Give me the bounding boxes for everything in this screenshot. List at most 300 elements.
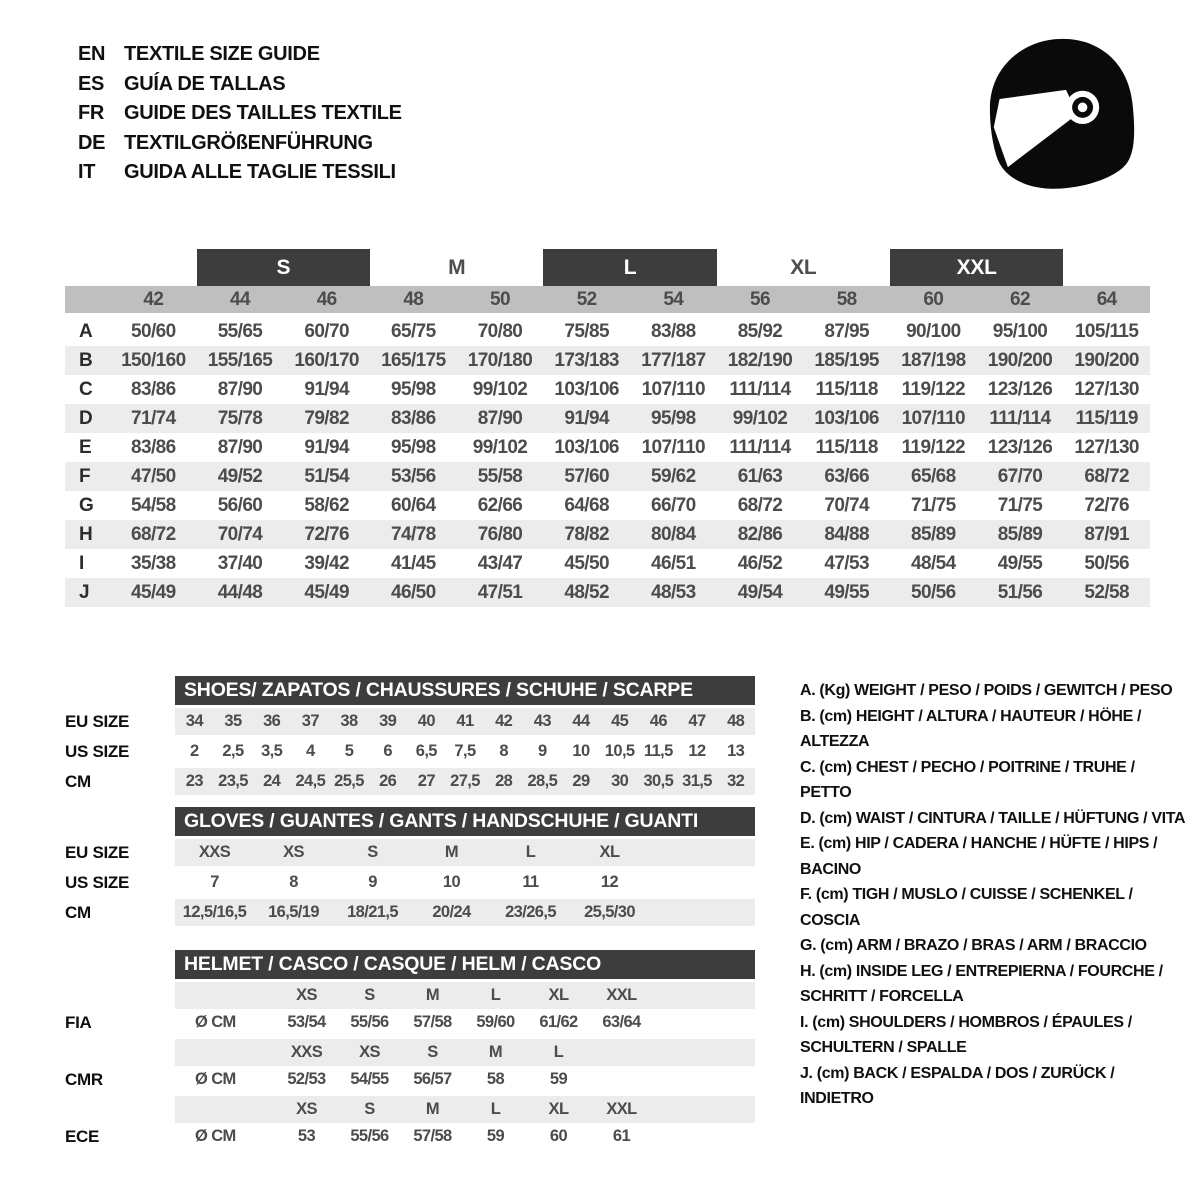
gloves-value-cell: 18/21,5 [347,903,398,921]
shoes-value-cell: 26 [379,772,397,790]
size-value-cell: 48/54 [911,552,956,574]
language-code: ES [78,72,105,95]
gloves-band [175,839,755,866]
size-value-cell: 51/54 [304,465,349,487]
size-value-cell: 95/100 [992,320,1048,342]
size-value-cell: 107/110 [641,378,706,400]
size-value-cell: 75/78 [217,407,263,429]
accessory-size-tables [65,676,755,1150]
helmet-table [65,982,755,1150]
numeric-size-cell: 52 [576,288,597,310]
shoes-row [65,708,755,735]
legend-item: E. (cm) HIP / CADERA / HANCHE / HÜFTE / HIPS / BACINO [800,835,1158,878]
numeric-size-cell: 46 [316,288,337,310]
size-value-cell: 119/122 [901,436,966,458]
size-value-cell: 52/58 [1084,581,1129,603]
row-label: G [79,494,94,516]
language-row [78,158,402,188]
helmet-sizes-row [65,982,755,1009]
size-value-cell: 50/56 [911,581,956,603]
shoes-value-cell: 46 [649,712,667,730]
diameter-spacer [175,1039,275,1066]
numeric-size-cell: 64 [1096,288,1117,310]
size-value-cell: 66/70 [651,494,696,516]
legend-item: I. (cm) SHOULDERS / HOMBROS / ÉPAULES / SCHULTERN / SPALLE [800,1013,1132,1056]
shoes-value-cell: 5 [344,742,354,760]
size-value-cell: 51/56 [997,581,1043,603]
size-value-cell: 107/110 [901,407,966,429]
table-row [65,520,1150,549]
helmet-values-band [175,1009,755,1036]
helmet-value-cell: 60 [549,1127,568,1145]
size-value-cell: 123/126 [987,436,1053,458]
shoes-value-cell: 31,5 [682,772,712,790]
size-value-cell: 60/64 [391,494,436,516]
helmet-value-cell: 53 [297,1127,316,1145]
size-value-cell: 76/80 [477,523,523,545]
helmet-size-cell: M [425,1100,440,1118]
size-value-cell: 99/102 [472,378,528,400]
helmet-value-cell: 57/58 [413,1013,452,1031]
shoes-value-cell: 2 [190,742,199,760]
table-row [65,433,1150,462]
size-value-cell: 185/195 [814,349,879,371]
size-value-cell: 47/51 [477,581,523,603]
size-value-cell: 182/190 [727,349,793,371]
size-value-cell: 99/102 [472,436,528,458]
size-value-cell: 72/76 [304,523,349,545]
gloves-value-cell: 25,5/30 [584,903,635,921]
size-value-cell: 90/100 [906,320,961,342]
helmet-value-cell: 59 [486,1127,505,1145]
helmet-size-cell: L [553,1043,564,1061]
size-value-cell: 83/86 [131,436,176,458]
size-value-cell: 85/92 [737,320,783,342]
size-value-cell: 91/94 [564,407,609,429]
legend-item: H. (cm) INSIDE LEG / ENTREPIERNA / FOURCHE / SCHRITT / FORCELLA [800,962,1163,1005]
diameter-label: Ø CM [195,1070,236,1088]
gloves-section-title: GLOVES / GUANTES / GANTS / HANDSCHUHE / GUANTI [175,807,755,836]
gloves-value-cell: 9 [368,873,377,891]
helmet-sizes-band [175,982,755,1009]
size-value-cell: 83/86 [391,407,436,429]
shoes-value-cell: 30 [611,772,629,790]
helmet-value-cell: 61 [612,1127,631,1145]
row-label: I [79,552,85,574]
shoes-value-cell: 7,5 [454,742,476,760]
size-value-cell: 54/58 [131,494,176,516]
size-value-cell: 37/40 [217,552,263,574]
size-value-cell: 50/56 [1084,552,1129,574]
helmet-value-cell: 55/56 [350,1127,389,1145]
table-row [65,491,1150,520]
language-row [78,129,402,159]
size-group-box: L [543,249,716,286]
gloves-band [175,869,755,896]
size-value-cell: 173/183 [554,349,619,371]
row-label: H [79,523,93,545]
size-value-cell: 150/160 [121,349,186,371]
row-label-spacer [65,1096,175,1123]
size-value-cell: 63/66 [824,465,869,487]
size-value-cell: 45/49 [131,581,176,603]
size-value-cell: 72/76 [1084,494,1129,516]
size-value-cell: 67/70 [997,465,1043,487]
shoes-value-cell: 29 [572,772,590,790]
gloves-value-cell: 10 [442,873,461,891]
shoes-value-cell: 13 [727,742,745,760]
numeric-size-cell: 62 [1010,288,1030,310]
size-value-cell: 91/94 [304,378,349,400]
helmet-size-cell: S [427,1043,438,1061]
size-value-cell: 187/198 [901,349,966,371]
shoes-value-cell: 38 [340,712,358,730]
shoes-value-cell: 3,5 [261,742,283,760]
size-value-cell: 55/58 [477,465,523,487]
helmet-value-cell: 55/56 [350,1013,389,1031]
shoes-value-cell: 25,5 [334,772,364,790]
size-value-cell: 48/52 [564,581,609,603]
size-value-cell: 127/130 [1074,378,1139,400]
shoes-value-cell: 34 [185,712,203,730]
helmet-value-cell: 59/60 [476,1013,515,1031]
size-value-cell: 82/86 [737,523,783,545]
size-value-cell: 60/70 [304,320,349,342]
helmet-values-band [175,1123,755,1150]
row-label: D [79,407,93,429]
diameter-spacer [175,982,275,1009]
size-value-cell: 49/54 [737,581,783,603]
size-value-cell: 115/118 [815,436,878,458]
shoes-value-cell: 24,5 [295,772,326,790]
guide-title: TEXTILE SIZE GUIDE [124,43,320,65]
shoes-value-cell: 36 [263,712,281,730]
language-row [78,70,402,100]
row-label: F [79,465,91,487]
size-value-cell: 91/94 [304,436,349,458]
size-value-cell: 87/95 [824,320,869,342]
size-value-cell: 70/80 [477,320,523,342]
shoes-value-cell: 23 [185,772,203,790]
size-value-cell: 160/170 [294,349,359,371]
gloves-value-cell: S [367,843,378,861]
size-value-cell: 95/98 [391,436,436,458]
shoes-value-cell: 40 [417,712,435,730]
size-value-cell: 59/62 [651,465,696,487]
guide-title: GUIDA ALLE TAGLIE TESSILI [124,161,396,183]
shoes-value-cell: 4 [306,742,315,760]
language-title-list [78,40,402,188]
numeric-size-cell: 44 [230,288,250,310]
helmet-size-cell: M [425,986,440,1004]
size-value-cell: 107/110 [641,436,706,458]
size-value-cell: 95/98 [651,407,696,429]
size-value-cell: 87/90 [217,378,263,400]
size-value-cell: 47/53 [824,552,869,574]
size-value-cell: 84/88 [824,523,869,545]
shoes-row [65,738,755,765]
size-value-cell: 87/90 [477,407,523,429]
letter-size-header-row [65,249,1150,286]
helmet-size-cell: XS [296,1100,317,1118]
size-value-cell: 41/45 [391,552,436,574]
language-row [78,40,402,70]
shoes-value-cell: 28,5 [527,772,558,790]
size-value-cell: 85/89 [997,523,1043,545]
size-value-cell: 177/187 [641,349,706,371]
racing-helmet-icon [978,28,1144,200]
row-label: EU SIZE [65,711,130,731]
gloves-row [65,839,755,866]
standard-label: CMR [65,1069,103,1089]
legend-item: G. (cm) ARM / BRAZO / BRAS / ARM / BRACCIO [800,937,1147,954]
size-value-cell: 45/50 [564,552,609,574]
size-value-cell: 55/65 [217,320,263,342]
shoes-value-cell: 24 [263,772,281,790]
gloves-row [65,869,755,896]
size-value-cell: 95/98 [391,378,436,400]
legend-item: B. (cm) HEIGHT / ALTURA / HAUTEUR / HÖHE / ALTEZZA [800,707,1142,750]
numeric-size-cell: 42 [143,288,164,310]
gloves-table [65,839,755,926]
size-value-cell: 75/85 [564,320,609,342]
helmet-value-cell: 56/57 [413,1070,452,1088]
shoes-value-cell: 2,5 [222,742,244,760]
shoes-value-cell: 43 [533,712,551,730]
helmet-value-cell: 58 [486,1070,505,1088]
table-row [65,375,1150,404]
helmet-size-cell: XS [296,986,317,1004]
size-value-cell: 58/62 [304,494,349,516]
shoes-value-cell: 39 [379,712,397,730]
shoes-value-cell: 37 [301,712,319,730]
size-value-cell: 68/72 [131,523,176,545]
size-value-cell: 64/68 [564,494,609,516]
shoes-row [65,768,755,795]
shoes-value-cell: 32 [727,772,745,790]
shoes-value-cell: 47 [688,712,706,730]
size-value-cell: 53/56 [391,465,436,487]
shoes-value-cell: 10,5 [604,742,635,760]
language-code: DE [78,131,106,154]
gloves-value-cell: 7 [210,873,219,891]
shoes-value-cell: 44 [572,712,590,730]
shoes-value-cell: 42 [495,712,513,730]
shoes-value-cell: 27,5 [450,772,480,790]
size-value-cell: 190/200 [1074,349,1139,371]
helmet-value-cell: 63/64 [602,1013,641,1031]
helmet-sizes-row [65,1039,755,1066]
size-value-cell: 65/68 [911,465,956,487]
helmet-value-cell: 54/55 [350,1070,389,1088]
helmet-size-cell: XS [359,1043,380,1061]
measurement-legend [800,678,1190,1112]
gloves-value-cell: 11 [522,873,539,891]
size-value-cell: 50/60 [131,320,176,342]
size-value-cell: 111/114 [989,407,1051,429]
shoes-value-cell: 8 [499,742,508,760]
size-value-cell: 71/74 [131,407,176,429]
legend-item: F. (cm) TIGH / MUSLO / CUISSE / SCHENKEL / COSCIA [800,886,1133,929]
gloves-value-cell: L [525,843,536,861]
helmet-size-cell: XL [548,986,569,1004]
size-value-cell: 70/74 [824,494,869,516]
table-row [65,346,1150,375]
shoes-value-cell: 23,5 [218,772,248,790]
shoes-value-cell: 30,5 [643,772,674,790]
size-value-cell: 127/130 [1074,436,1139,458]
helmet-sizes-row [65,1096,755,1123]
table-row [65,317,1150,346]
size-value-cell: 49/55 [997,552,1043,574]
row-label: CM [65,771,91,791]
gloves-value-cell: XL [599,843,620,861]
shoes-value-cell: 6,5 [415,742,437,760]
language-code: EN [78,43,106,65]
size-value-cell: 61/63 [737,465,783,487]
row-label-spacer [65,982,175,1009]
row-label: US SIZE [65,741,130,761]
table-row [65,404,1150,433]
size-value-cell: 103/106 [554,436,619,458]
shoes-value-cell: 10 [572,742,590,760]
size-value-cell: 103/106 [814,407,879,429]
size-value-cell: 39/42 [304,552,349,574]
language-code: FR [78,102,105,124]
helmet-values-row [65,1009,755,1036]
guide-title: TEXTILGRÖßENFÜHRUNG [124,131,373,154]
numeric-size-cell: 50 [490,288,510,310]
numeric-size-cell: 60 [923,288,944,310]
helmet-values-row [65,1066,755,1093]
size-value-cell: 83/88 [651,320,696,342]
size-value-cell: 87/91 [1084,523,1129,545]
numeric-size-cell: 48 [403,288,424,310]
helmet-value-cell: 59 [549,1070,568,1088]
size-value-cell: 56/60 [217,494,263,516]
row-label: EU SIZE [65,842,130,862]
shoes-value-cell: 28 [495,772,513,790]
helmet-size-cell: S [364,1100,375,1118]
helmet-value-cell: 53/54 [287,1013,326,1031]
helmet-values-band [175,1066,755,1093]
size-value-cell: 79/82 [304,407,349,429]
size-value-cell: 87/90 [217,436,263,458]
numeric-size-cell: 54 [663,288,684,310]
size-value-cell: 115/119 [1075,407,1138,429]
shoes-band [175,708,755,735]
gloves-value-cell: XXS [198,843,231,861]
language-code: IT [78,161,96,183]
size-value-cell: 46/52 [737,552,783,574]
table-row [65,578,1150,607]
numeric-size-cell: 58 [836,288,857,310]
helmet-sizes-band [175,1039,755,1066]
row-label: A [79,320,93,342]
size-value-cell: 47/50 [131,465,176,487]
size-value-cell: 65/75 [391,320,436,342]
row-label: B [79,349,93,371]
helmet-size-cell: L [490,986,501,1004]
shoes-value-cell: 11,5 [643,742,673,760]
standard-label: FIA [65,1012,92,1032]
helmet-size-cell: L [490,1100,501,1118]
guide-title: GUÍA DE TALLAS [124,72,286,95]
measurement-rows [65,317,1150,607]
size-value-cell: 71/75 [911,494,956,516]
shoes-band [175,768,755,795]
size-value-cell: 49/52 [217,465,263,487]
helmet-size-cell: XXL [606,1100,637,1118]
size-value-cell: 70/74 [217,523,263,545]
numeric-size-bar [65,286,1150,313]
language-row [78,99,402,129]
helmet-value-cell: 57/58 [413,1127,452,1145]
size-value-cell: 35/38 [131,552,176,574]
shoes-value-cell: 12 [688,742,706,760]
shoes-value-cell: 9 [538,742,547,760]
legend-item: C. (cm) CHEST / PECHO / POITRINE / TRUHE / PETTO [800,758,1135,801]
size-value-cell: 105/115 [1074,320,1139,342]
size-group-box: S [197,249,370,286]
shoes-band [175,738,755,765]
helmet-size-cell: M [488,1043,503,1061]
size-value-cell: 123/126 [987,378,1053,400]
gloves-value-cell: 16,5/19 [268,903,319,921]
textile-size-table [65,249,1150,607]
size-value-cell: 45/49 [304,581,349,603]
size-value-cell: 62/66 [477,494,523,516]
shoes-value-cell: 35 [224,712,242,730]
helmet-section-title: HELMET / CASCO / CASQUE / HELM / CASCO [175,950,755,979]
size-value-cell: 115/118 [815,378,878,400]
size-value-cell: 99/102 [732,407,788,429]
size-group-label: M [448,255,466,279]
shoes-value-cell: 6 [383,742,392,760]
helmet-size-cell: S [364,986,375,1004]
size-value-cell: 46/51 [651,552,696,574]
helmet-sizes-band [175,1096,755,1123]
helmet-values-row [65,1123,755,1150]
helmet-value-cell: 52/53 [287,1070,326,1088]
shoes-value-cell: 27 [417,772,435,790]
size-value-cell: 190/200 [987,349,1053,371]
size-group-box: XXL [890,249,1063,286]
helmet-size-cell: XL [548,1100,569,1118]
size-value-cell: 57/60 [564,465,609,487]
size-value-cell: 119/122 [901,378,966,400]
gloves-value-cell: 23/26,5 [505,903,556,921]
row-label: J [79,581,90,603]
size-value-cell: 71/75 [997,494,1043,516]
legend-item: J. (cm) BACK / ESPALDA / DOS / ZURÜCK / INDIETRO [800,1064,1115,1107]
helmet-size-cell: XXS [290,1043,323,1061]
gloves-value-cell: M [444,843,459,861]
gloves-row [65,899,755,926]
size-value-cell: 83/86 [131,378,176,400]
size-value-cell: 165/175 [381,349,446,371]
size-value-cell: 68/72 [737,494,783,516]
helmet-size-cell: XXL [606,986,637,1004]
guide-title: GUIDE DES TAILLES TEXTILE [124,102,402,124]
shoes-table [65,708,755,795]
gloves-value-cell: 20/24 [432,903,471,921]
diameter-spacer [175,1096,275,1123]
helmet-value-cell: 61/62 [539,1013,578,1031]
size-value-cell: 111/114 [729,378,791,400]
row-label: C [79,378,93,400]
size-group-label: XL [790,255,817,279]
